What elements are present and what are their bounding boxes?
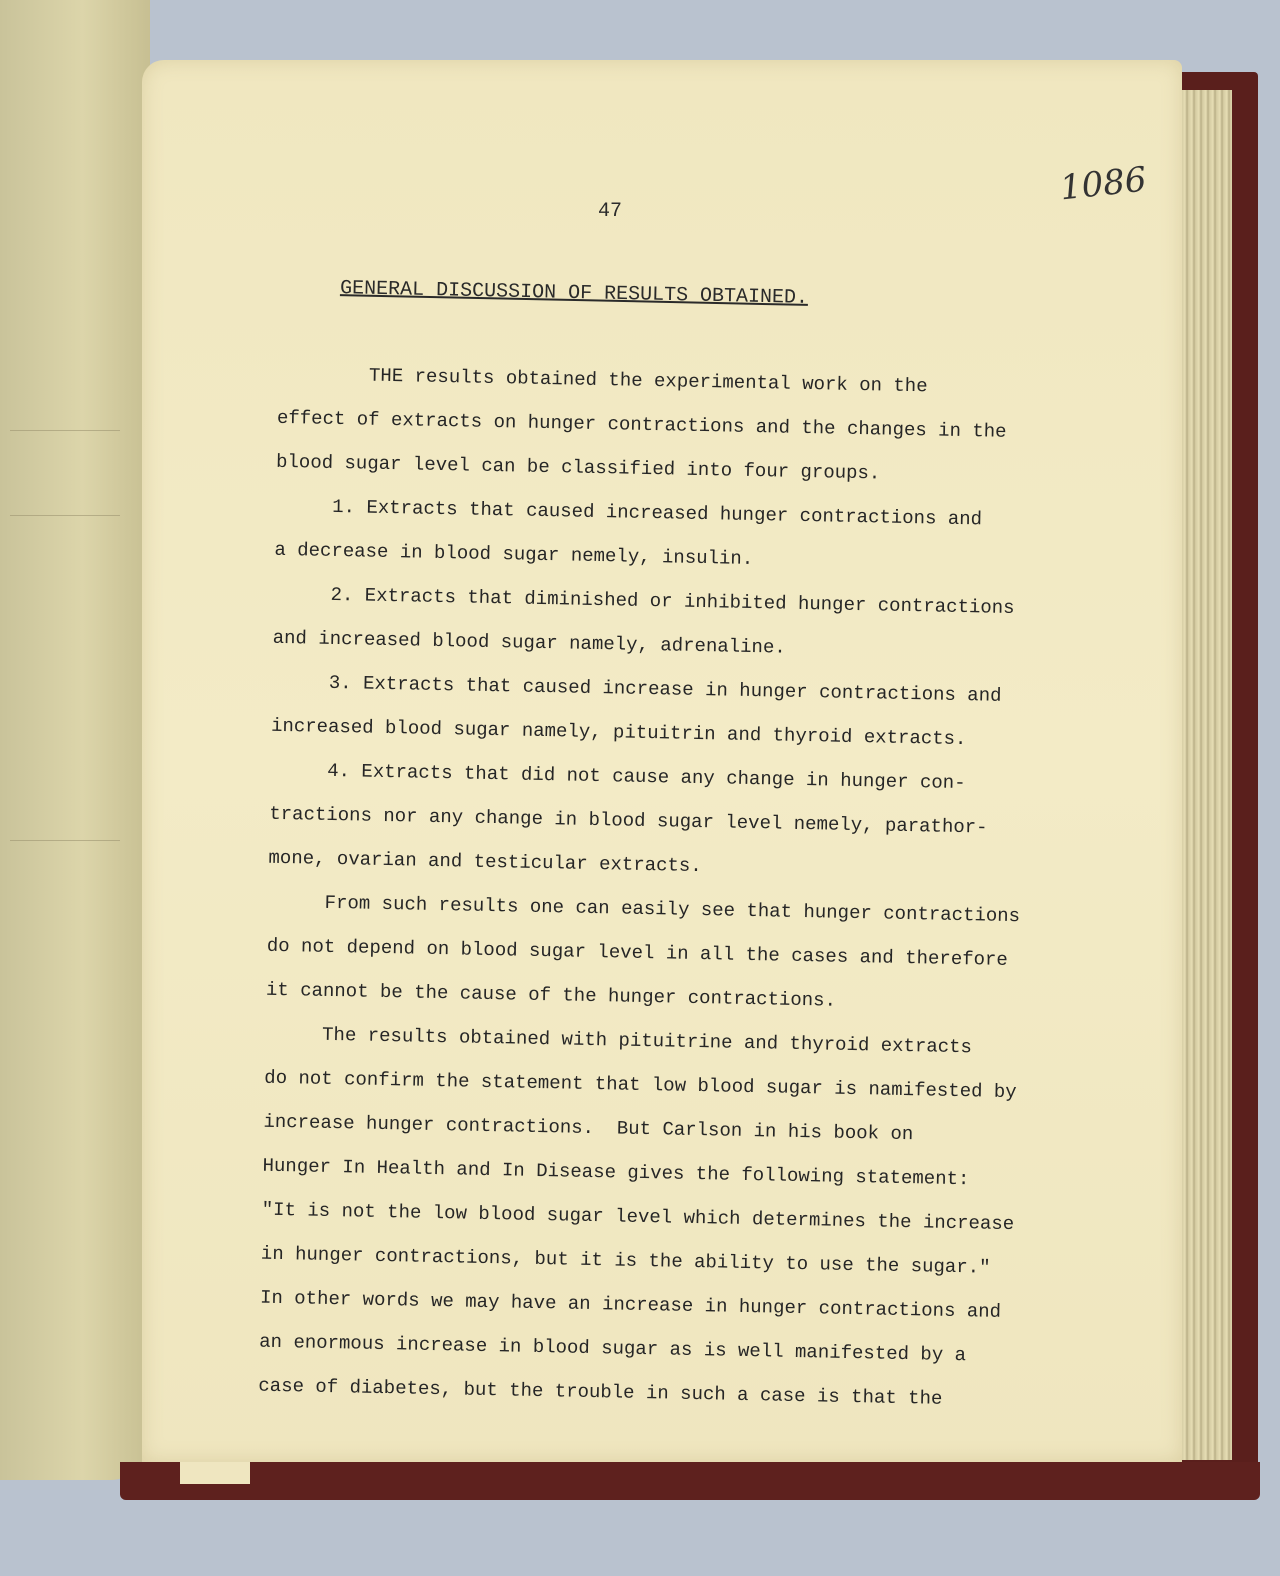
text-line: THE results obtained the experimental work on the bbox=[277, 362, 928, 398]
bleed-through-rule bbox=[10, 515, 120, 516]
text-line: Hunger In Health and In Disease gives the following statement: bbox=[262, 1154, 970, 1191]
text-line: mone, ovarian and testicular extracts. bbox=[268, 846, 702, 878]
body-text bbox=[258, 352, 1138, 1424]
text-line: "It is not the low blood sugar level which determines the increase bbox=[261, 1198, 1015, 1236]
text-line: increased blood sugar namely, pituitrin and thyroid extracts. bbox=[270, 714, 967, 751]
paper-tab bbox=[180, 1462, 250, 1484]
text-line: effect of extracts on hunger contractions and the changes in the bbox=[276, 406, 1007, 443]
section-heading: GENERAL DISCUSSION OF RESULTS OBTAINED. bbox=[339, 277, 809, 310]
text-line: it cannot be the cause of the hunger contractions. bbox=[265, 978, 837, 1012]
text-line: do not depend on blood sugar level in all the cases and therefore bbox=[266, 934, 1009, 971]
book-cover-bottom bbox=[120, 1462, 1260, 1500]
left-page-edge bbox=[0, 0, 150, 1480]
text-line: 3. Extracts that caused increase in hunger contractions and bbox=[271, 670, 1002, 707]
text-line: In other words we may have an increase in hunger contractions and bbox=[259, 1286, 1002, 1323]
text-line: case of diabetes, but the trouble in such a case is that the bbox=[258, 1374, 943, 1410]
text-line: blood sugar level can be classified into four groups. bbox=[275, 450, 881, 485]
text-line: a decrease in blood sugar nemely, insulin. bbox=[274, 538, 754, 570]
bleed-through-rule bbox=[10, 430, 120, 431]
text-line: The results obtained with pituitrine and thyroid extracts bbox=[264, 1022, 973, 1059]
bleed-through-rule bbox=[10, 840, 120, 841]
text-line: 4. Extracts that did not cause any change in hunger con- bbox=[269, 758, 966, 795]
handwritten-catalog-number: 1086 bbox=[1058, 159, 1149, 209]
text-line: From such results one can easily see that hunger contractions bbox=[267, 890, 1021, 928]
text-line: tractions nor any change in blood sugar level nemely, parathor- bbox=[269, 802, 988, 839]
document-page bbox=[142, 60, 1182, 1462]
page-number: 47 bbox=[598, 200, 623, 223]
text-line: in hunger contractions, but it is the ability to use the sugar." bbox=[260, 1242, 991, 1279]
text-line: and increased blood sugar namely, adrenaline. bbox=[272, 626, 786, 659]
text-line: 2. Extracts that diminished or inhibited hunger contractions bbox=[273, 582, 1015, 620]
text-line: do not confirm the statement that low blood sugar is namifested by bbox=[264, 1066, 1017, 1104]
text-line: increase hunger contractions. But Carlson in his book on bbox=[263, 1110, 914, 1146]
text-line: 1. Extracts that caused increased hunger contractions and bbox=[275, 494, 983, 531]
text-line: an enormous increase in blood sugar as is well manifested by a bbox=[258, 1330, 967, 1367]
